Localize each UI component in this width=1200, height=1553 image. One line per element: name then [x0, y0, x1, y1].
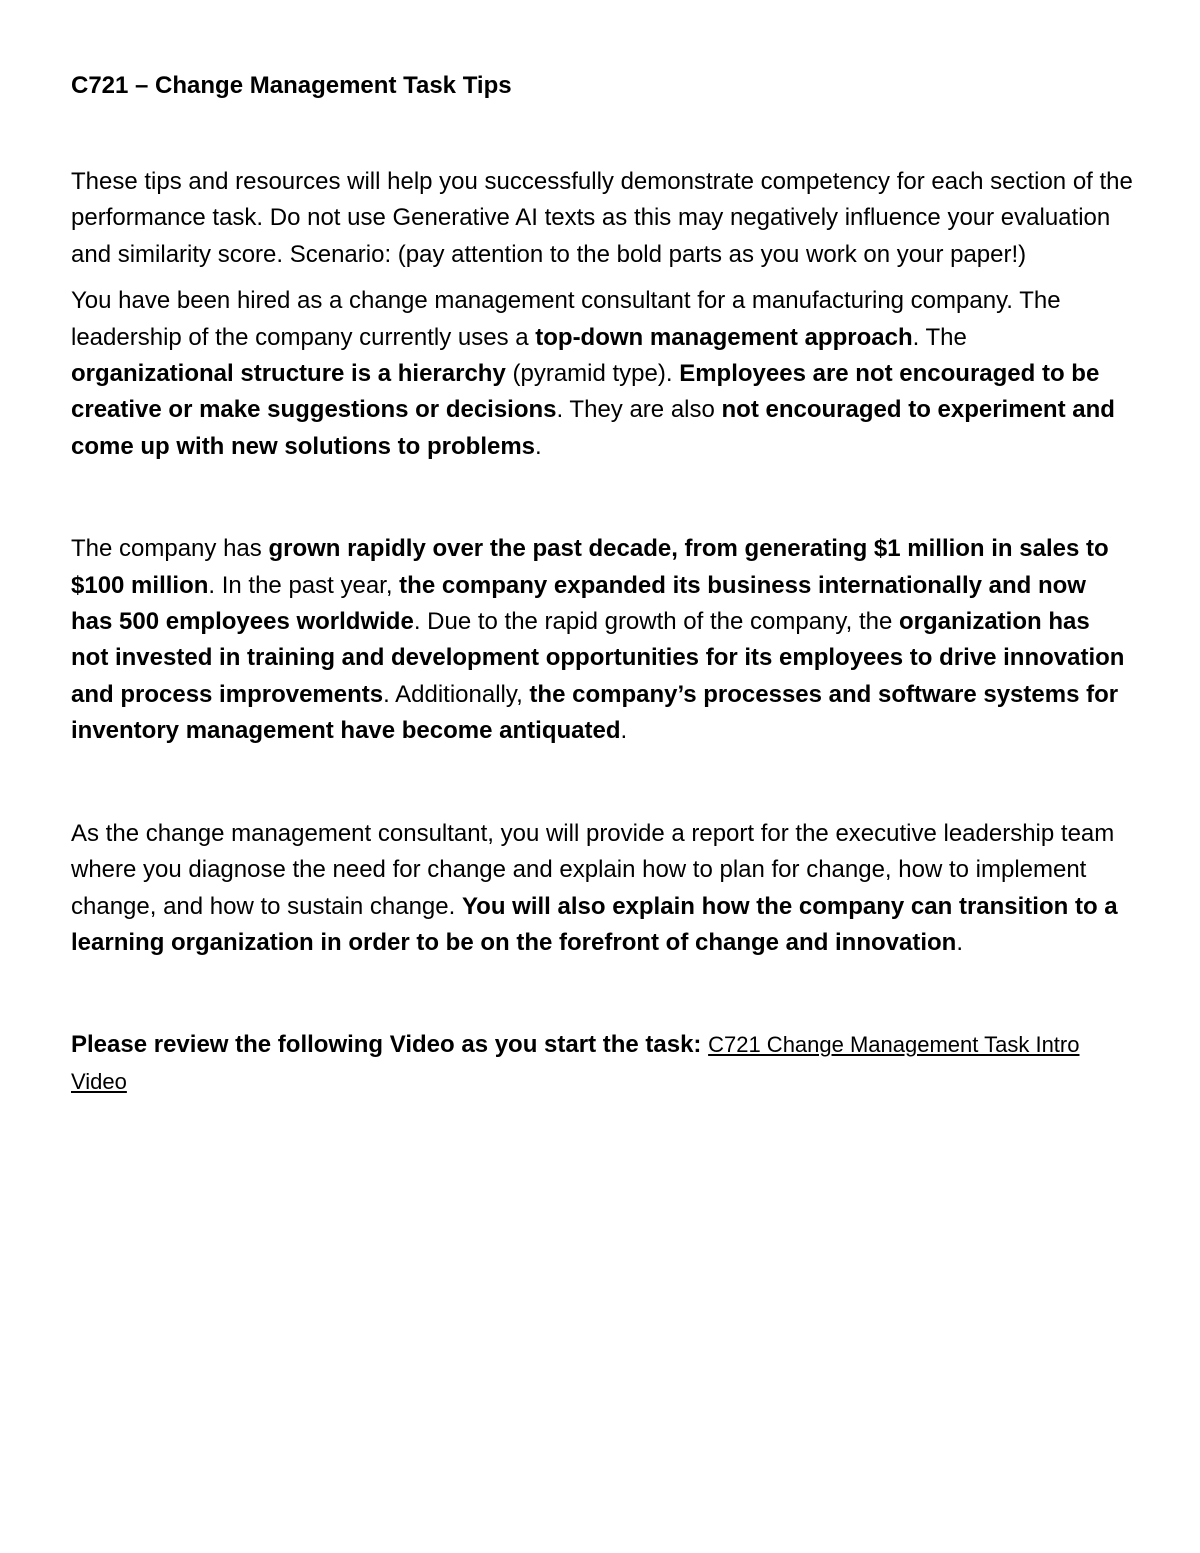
- bold-text-run: the company’s processes and software systems for inventory management have become antiquated: [71, 680, 1119, 745]
- text-run: . The: [912, 323, 967, 351]
- consultant-paragraph: [71, 816, 1133, 962]
- review-label: Please review the following Video as you start the task:: [71, 1031, 709, 1059]
- bold-text-run: the company expanded its business internationally and now has 500 employees worldwide: [71, 571, 1086, 636]
- bold-text-run: top-down management approach: [535, 323, 913, 351]
- text-run: .: [620, 717, 628, 745]
- text-run: .: [956, 928, 964, 956]
- bold-text-run: Employees are not encouraged to be creative or make suggestions or decisions: [71, 360, 1100, 424]
- growth-paragraph: [71, 531, 1133, 749]
- text-run: . Additionally,: [383, 680, 530, 708]
- review-paragraph: [71, 1027, 1133, 1100]
- document-content: [71, 68, 1133, 1100]
- text-run: The company has: [71, 535, 269, 563]
- bold-text-run: organizational structure is a hierarchy: [71, 360, 506, 388]
- bold-text-run: You will also explain how the company can transition to a learning organization in order to be on the forefront of change and innovation: [71, 892, 1118, 956]
- intro-paragraph: These tips and resources will help you successfully demonstrate competency for each section of the performance task. Do not use Generative AI texts as this may negatively influence your evaluation and similarity score. Scenario: (pay attention to the bold parts as you work on your paper!): [71, 168, 1133, 268]
- bold-text-run: grown rapidly over the past decade, from generating $1 million in sales to $100 million: [71, 535, 1109, 599]
- document-title: C721 – Change Management Task Tips: [71, 72, 512, 99]
- text-run: You have been hired as a change management consultant for a manufacturing company. The leadership of the company currently uses a: [71, 287, 1061, 351]
- bold-text-run: organization has not invested in training and development opportunities for its employees to drive innovation and process improvements: [71, 608, 1125, 708]
- intro-video-link[interactable]: C721 Change Management Task Intro Video: [71, 1032, 1080, 1094]
- text-run: . Due to the rapid growth of the company, the: [413, 608, 899, 636]
- scenario-paragraph: [71, 283, 1133, 465]
- text-run: (pyramid type).: [505, 360, 680, 388]
- text-run: . In the past year,: [208, 571, 400, 599]
- text-run: As the change management consultant, you will provide a report for the executive leadership team where you diagnose the need for change and explain how to plan for change, how to implement change, and how to sustain change.: [71, 819, 1115, 920]
- text-run: .: [535, 432, 542, 460]
- text-run: . They are also: [556, 396, 722, 424]
- bold-text-run: not encouraged to experiment and come up with new solutions to problems: [71, 396, 1115, 460]
